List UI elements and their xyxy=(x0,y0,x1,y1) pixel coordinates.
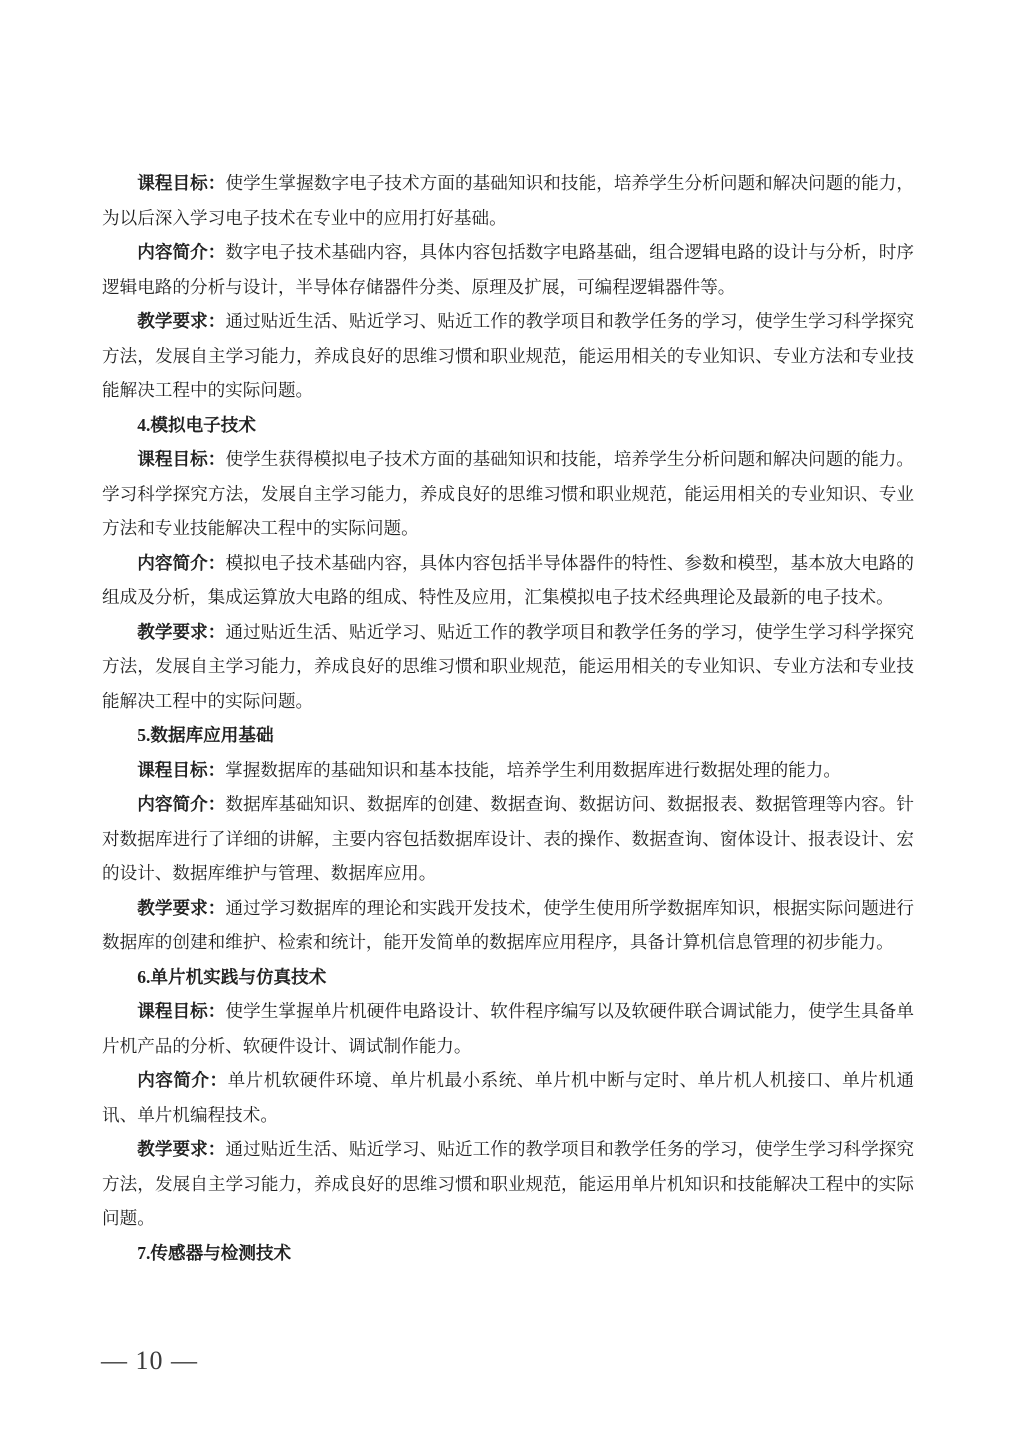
section-heading: 7.传感器与检测技术 xyxy=(137,1242,292,1263)
paragraph: 课程目标：使学生掌握数字电子技术方面的基础知识和技能，培养学生分析问题和解决问题的能力，为以后深入学习电子技术在专业中的应用打好基础。 xyxy=(102,173,914,228)
paragraph-label: 课程目标： xyxy=(137,449,226,469)
document-content xyxy=(102,166,914,1270)
section-heading: 6.单片机实践与仿真技术 xyxy=(137,966,327,987)
paragraph: 课程目标：使学生获得模拟电子技术方面的基础知识和技能，培养学生分析问题和解决问题的能力。学习科学探究方法，发展自主学习能力，养成良好的思维习惯和职业规范，能运用相关的专业知识、专业方法和专业技能解决工程中的实际问题。 xyxy=(102,449,914,538)
paragraph: 内容简介：数据库基础知识、数据库的创建、数据查询、数据访问、数据报表、数据管理等内容。针对数据库进行了详细的讲解，主要内容包括数据库设计、表的操作、数据查询、窗体设计、报表设计、宏的设计、数据库维护与管理、数据库应用。 xyxy=(102,794,914,883)
paragraph-label: 内容简介： xyxy=(137,242,226,262)
paragraph: 课程目标：掌握数据库的基础知识和基本技能，培养学生利用数据库进行数据处理的能力。 xyxy=(137,759,841,780)
paragraph-label: 教学要求： xyxy=(137,621,226,642)
paragraph-label: 课程目标： xyxy=(137,1001,226,1021)
paragraph-label: 内容简介： xyxy=(137,552,226,573)
paragraph: 教学要求：通过学习数据库的理论和实践开发技术，使学生使用所学数据库知识，根据实际问题进行数据库的创建和维护、检索和统计，能开发简单的数据库应用程序，具备计算机信息管理的初步能力。 xyxy=(102,897,914,952)
paragraph: 教学要求：通过贴近生活、贴近学习、贴近工作的教学项目和教学任务的学习，使学生学习科学探究方法，发展自主学习能力，养成良好的思维习惯和职业规范，能运用相关的专业知识、专业方法和专业技能解决工程中的实际问题。 xyxy=(102,621,914,711)
paragraph: 课程目标：使学生掌握单片机硬件电路设计、软件程序编写以及软硬件联合调试能力，使学生具备单片机产品的分析、软硬件设计、调试制作能力。 xyxy=(102,1001,914,1056)
page-number: — 10 — xyxy=(101,1346,198,1375)
paragraph-label: 内容简介： xyxy=(137,1070,228,1090)
paragraph: 内容简介：单片机软硬件环境、单片机最小系统、单片机中断与定时、单片机人机接口、单片机通讯、单片机编程技术。 xyxy=(102,1070,914,1125)
section-heading: 4.模拟电子技术 xyxy=(137,414,256,435)
paragraph-label: 课程目标： xyxy=(137,759,226,780)
paragraph-label: 课程目标： xyxy=(137,173,226,193)
paragraph: 内容简介：数字电子技术基础内容，具体内容包括数字电路基础，组合逻辑电路的设计与分析，时序逻辑电路的分析与设计，半导体存储器件分类、原理及扩展，可编程逻辑器件等。 xyxy=(102,242,914,297)
paragraph-label: 教学要求： xyxy=(137,1139,226,1159)
paragraph-label: 教学要求： xyxy=(137,311,226,331)
paragraph: 教学要求：通过贴近生活、贴近学习、贴近工作的教学项目和教学任务的学习，使学生学习科学探究方法，发展自主学习能力，养成良好的思维习惯和职业规范，能运用相关的专业知识、专业方法和专业技能解决工程中的实际问题。 xyxy=(102,311,914,400)
paragraph: 教学要求：通过贴近生活、贴近学习、贴近工作的教学项目和教学任务的学习，使学生学习科学探究方法，发展自主学习能力，养成良好的思维习惯和职业规范，能运用单片机知识和技能解决工程中的实际问题。 xyxy=(102,1139,914,1228)
section-heading: 5.数据库应用基础 xyxy=(137,725,274,745)
paragraph-label: 教学要求： xyxy=(137,897,226,918)
paragraph-label: 内容简介： xyxy=(137,794,226,814)
paragraph: 内容简介：模拟电子技术基础内容，具体内容包括半导体器件的特性、参数和模型，基本放大电路的组成及分析，集成运算放大电路的组成、特性及应用，汇集模拟电子技术经典理论及最新的电子技术。 xyxy=(102,552,914,607)
